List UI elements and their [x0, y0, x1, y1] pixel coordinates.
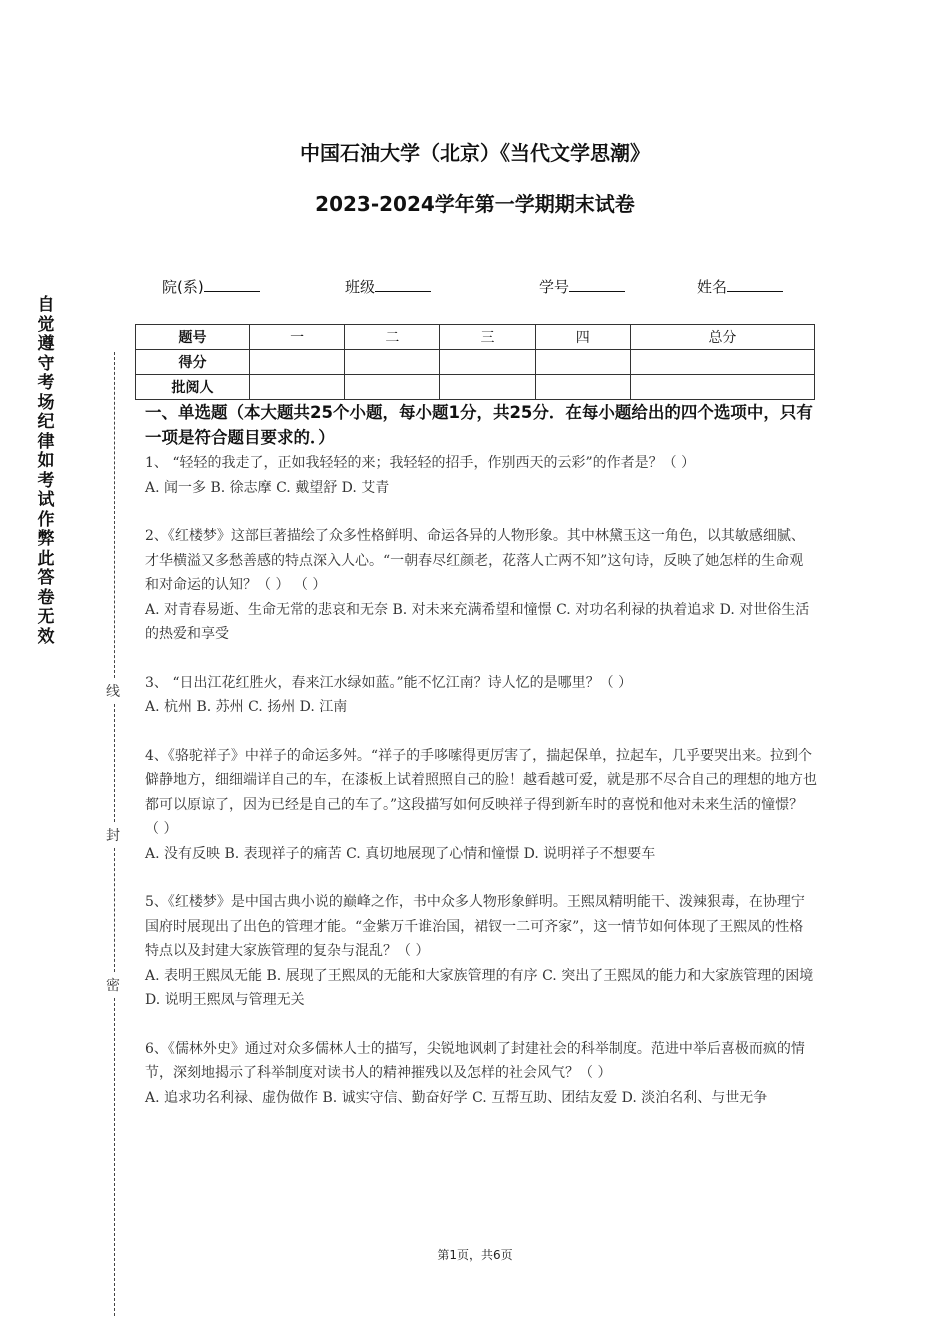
question-stem: 3、 “日出江花红胜火，春来江水绿如蓝。”能不忆江南？诗人忆的是哪里？（ ） — [145, 674, 633, 691]
binding-dashed-line — [114, 704, 115, 822]
score-header-cell: 题号 — [136, 325, 250, 350]
exam-title-line2: 2023-2024学年第一学期期末试卷 — [315, 192, 635, 216]
question-4 — [145, 744, 817, 867]
score-cell[interactable] — [250, 375, 345, 400]
score-header-cell: 三 — [440, 325, 535, 350]
section-heading: 一、单选题（本大题共25个小题，每小题1分，共25分．在每小题给出的四个选项中，只有一项是符合题目要求的．） — [145, 403, 813, 447]
score-cell[interactable] — [535, 350, 630, 375]
score-table-row — [136, 350, 815, 375]
question-stem: 2、《红楼梦》这部巨著描绘了众多性格鲜明、命运各异的人物形象。其中林黛玉这一角色，以其敏感细腻、才华横溢又多愁善感的特点深入人心。“一朝春尽红颜老，花落人亡两不知”这句诗，反映了她怎样的生命观和对命运的认知？（ ） （ ） — [145, 528, 805, 593]
score-cell[interactable] — [345, 350, 440, 375]
question-stem: 1、 “轻轻的我走了，正如我轻轻的来；我轻轻的招手，作别西天的云彩”的作者是？（ ） — [145, 455, 696, 471]
score-table — [135, 324, 815, 400]
score-table-row — [136, 375, 815, 400]
score-cell[interactable] — [630, 375, 814, 400]
exam-discipline-notice: 自觉遵守考场纪律如考试作弊此答卷无效 — [37, 295, 55, 647]
binding-mark-line: 线 — [106, 684, 120, 700]
score-header-cell: 二 — [345, 325, 440, 350]
score-cell[interactable] — [630, 350, 814, 375]
binding-dashed-line — [114, 998, 115, 1316]
question-1 — [145, 451, 817, 500]
question-options: A. 没有反映 B. 表现祥子的痛苦 C. 真切地展现了心情和憧憬 D. 说明祥子不想要车 — [145, 845, 656, 862]
department-blank[interactable] — [204, 277, 260, 292]
question-options: A. 杭州 B. 苏州 C. 扬州 D. 江南 — [145, 699, 348, 715]
binding-mark-seal: 封 — [106, 828, 120, 844]
question-stem: 5、《红楼梦》是中国古典小说的巅峰之作，书中众多人物形象鲜明。王熙凤精明能干、泼辣狠毒，在协理宁国府时展现出了出色的管理才能。“金紫万千谁治国，裙钗一二可齐家”，这一情节如何体现了王熙凤的性格特点以及封建大家族管理的复杂与混乱？（ ） — [145, 894, 805, 959]
score-cell[interactable] — [440, 375, 535, 400]
question-2 — [145, 524, 817, 647]
info-name-label: 姓名 — [697, 278, 728, 296]
info-student-id-label: 学号 — [539, 278, 570, 296]
info-name — [697, 276, 783, 297]
name-blank[interactable] — [727, 277, 783, 292]
binding-mark-closed: 密 — [106, 978, 120, 994]
score-table-header-row — [136, 325, 815, 350]
question-stem: 4、《骆驼祥子》中祥子的命运多舛。“祥子的手哆嗦得更厉害了，揣起保单，拉起车，几乎要哭出来。拉到个僻静地方，细细端详自己的车，在漆板上试着照照自己的脸！越看越可爱，就是那不尽合自己的理想的地方也都可以原谅了，因为已经是自己的车了。”这段描写如何反映祥子得到新车时的喜悦和他对未来生活的憧憬？（ ） — [145, 747, 817, 837]
binding-dashed-line — [114, 848, 115, 972]
question-options: A. 表明王熙凤无能 B. 展现了王熙凤的无能和大家族管理的有序 C. 突出了王熙凤的能力和大家族管理的困境 D. 说明王熙凤与管理无关 — [145, 967, 814, 1008]
binding-dashed-line — [114, 352, 115, 678]
info-class — [345, 276, 431, 297]
score-header-cell: 总分 — [630, 325, 814, 350]
question-options: A. 闻一多 B. 徐志摩 C. 戴望舒 D. 艾青 — [145, 479, 390, 496]
question-6 — [145, 1037, 817, 1111]
exam-content — [145, 400, 817, 1134]
score-cell[interactable] — [250, 350, 345, 375]
question-options: A. 追求功名利禄、虚伪做作 B. 诚实守信、勤奋好学 C. 互帮互助、团结友爱 D. 淡泊名利、与世无争 — [145, 1089, 768, 1106]
question-options: A. 对青春易逝、生命无常的悲哀和无奈 B. 对未来充满希望和憧憬 C. 对功名利禄的执着追求 D. 对世俗生活的热爱和享受 — [145, 601, 810, 642]
question-stem: 6、《儒林外史》通过对众多儒林人士的描写，尖锐地讽刺了封建社会的科举制度。范进中举后喜极而疯的情节，深刻地揭示了科举制度对读书人的精神摧残以及怎样的社会风气？（ ） — [145, 1040, 805, 1081]
score-row-label: 得分 — [136, 350, 250, 375]
info-class-label: 班级 — [345, 278, 376, 296]
score-cell[interactable] — [535, 375, 630, 400]
class-blank[interactable] — [375, 277, 431, 292]
score-header-cell: 一 — [250, 325, 345, 350]
page-footer: 第1页，共6页 — [437, 1248, 513, 1262]
info-department — [162, 276, 260, 297]
question-3 — [145, 671, 817, 720]
score-header-cell: 四 — [535, 325, 630, 350]
info-student-id — [539, 276, 625, 297]
info-department-label: 院(系) — [162, 278, 204, 296]
score-cell[interactable] — [345, 375, 440, 400]
score-cell[interactable] — [440, 350, 535, 375]
score-row-label: 批阅人 — [136, 375, 250, 400]
exam-title-line1: 中国石油大学（北京）《当代文学思潮》 — [300, 141, 650, 165]
student-id-blank[interactable] — [569, 277, 625, 292]
question-5 — [145, 890, 817, 1013]
